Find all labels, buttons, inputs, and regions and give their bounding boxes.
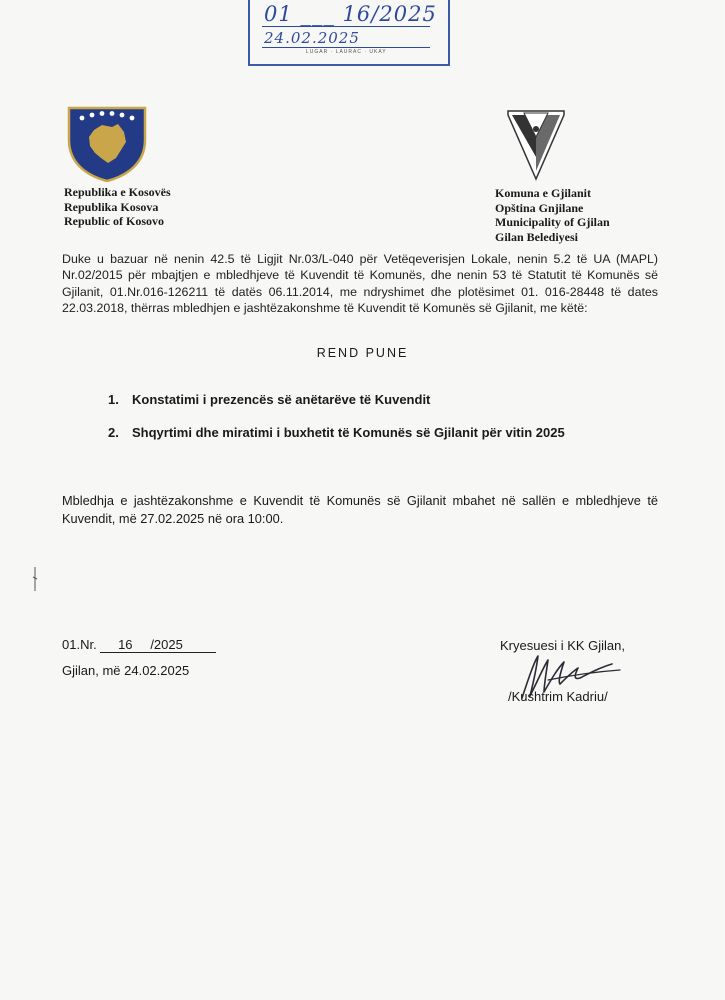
doc-number-value: 16 [100,637,150,653]
list-item [108,392,565,407]
doc-number-prefix: 01.Nr. [62,637,97,652]
list-item [108,425,565,440]
header-right-line: Komuna e Gjilanit [495,186,592,200]
stamp-date: 24.02.2025 [264,29,360,47]
stamp-underline [262,26,430,27]
intro-paragraph: Duke u bazuar në nenin 42.5 të Ligjit Nr.03/L-040 për Vetëqeverisjen Lokale, nenin 5.2 të UA (MAPL) Nr.02/2015 për mbajtjen e mbledhjeve të Kuvendit të Komunës, dhe nenin 53 të Statutit të Komunës së Gjilanit, 01.Nr.016-126211 të datës 06.11.2014, me ndryshimet dhe plotësimet 01. 016-28448 të dates 22.03.2018, thërras mbledhjen e jashtëzakonshme të Kuvendit të Komunës së Gjilanit, me këtë: [62,252,658,316]
place-date: Gjilan, më 24.02.2025 [62,663,190,678]
header-left [64,185,171,229]
stamp-underline [262,47,430,48]
signer-name: /Kushtrim Kadriu/ [508,689,608,704]
stamp-number: 01 ___ 16/2025 [264,2,437,26]
gjilan-emblem-icon [506,109,566,186]
agenda-number: 1. [108,392,119,407]
meeting-notice: Mbledhja e jashtëzakonshme e Kuvendit të Komunës së Gjilanit mbahet në sallën e mbledhjeve të Kuvendit, më 27.02.2025 në ora 10:00. [62,493,658,526]
header-right-line: Opština Gnjilane [495,200,584,215]
registry-stamp [248,0,450,66]
page-title: REND PUNE [316,346,409,360]
header-left-line: Republic of Kosovo [64,214,165,228]
kosovo-emblem-icon [66,106,148,187]
signer-title: Kryesuesi i KK Gjilan, [500,638,625,653]
header-right-line: Gilan Belediyesi [495,229,579,244]
document-number [62,637,216,653]
header-left-line: Republika e Kosovës [64,185,171,199]
agenda-list [108,392,565,458]
agenda-text: Konstatimi i prezencës së anëtarëve të Kuvendit [132,392,431,407]
stamp-fine-print: LUGAR · LAURAC · UKAY [306,49,387,55]
agenda-text: Shqyrtimi dhe miratimi i buxhetit të Komunës së Gjilanit për vitin 2025 [132,425,565,440]
header-right-line: Municipality of Gjilan [495,215,610,229]
header-right [495,186,610,244]
agenda-number: 2. [108,425,119,440]
margin-mark-icon [31,565,39,600]
header-left-line: Republika Kosova [64,199,159,214]
doc-number-suffix: /2025 [150,637,216,653]
